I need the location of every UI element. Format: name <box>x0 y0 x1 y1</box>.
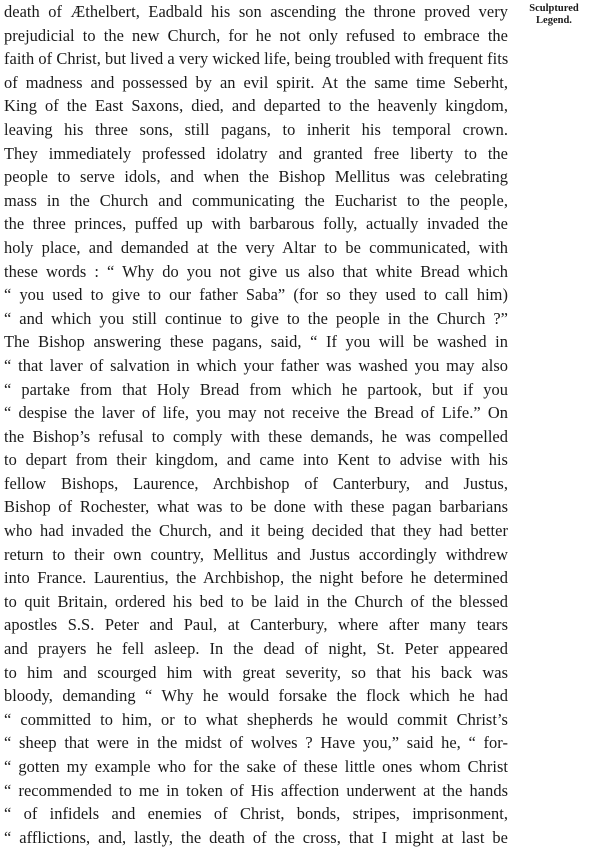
text-line: “ you used to give to our father Saba” (for so they used to call him) <box>4 285 508 305</box>
text-line: who had invaded the Church, and it being decided that they had better <box>4 521 508 541</box>
text-line: “ partake from that Holy Bread from which he partook, but if you <box>4 379 508 399</box>
text-line: “ gotten my example who for the sake of these little ones whom Christ <box>4 757 508 776</box>
margin-note-line: Sculptured <box>529 3 579 14</box>
text-line: fellow Bishops, Laurence, Archbishop of Canterbury, and Justus, <box>4 473 508 493</box>
text-line: prejudicial to the new Church, for he not only refused to embrace the <box>4 25 508 45</box>
text-line: to depart from their kingdom, and came into Kent to advise with his <box>4 450 508 470</box>
text-line: into France. Laurentius, the Archbishop, the night before he determined <box>4 568 508 588</box>
text-line: mass in the Church and communicating the Eucharist to the people, <box>4 190 508 210</box>
text-line: Bishop of Rochester, what was to be done with these pagan barbarians <box>4 497 508 517</box>
text-line: “ committed to him, or to what shepherds he would commit Christ’s <box>4 709 508 729</box>
body-text <box>4 0 508 849</box>
text-line: apostles S.S. Peter and Paul, at Canterbury, where after many tears <box>4 615 508 635</box>
text-line: return to their own country, Mellitus and Justus accordingly withdrew <box>4 544 508 564</box>
text-line: and prayers he fell asleep. In the dead of night, St. Peter appeared <box>4 639 508 659</box>
text-line: “ despise the laver of life, you may not receive the Bread of Life.” On <box>4 403 508 423</box>
text-line: faith of Christ, but lived a very wicked life, being troubled with frequent fits <box>4 49 509 69</box>
text-line: “ recommended to me in token of His affection underwent at the hands <box>4 780 508 800</box>
text-line: death of Æthelbert, Eadbald his son ascending the throne proved very <box>4 2 508 21</box>
text-line: “ that laver of salvation in which your father was washed you may also <box>4 355 508 375</box>
text-line: “ of infidels and enemies of Christ, bonds, stripes, imprisonment, <box>4 804 508 824</box>
text-line: bloody, demanding “ Why he would forsake the flock which he had <box>4 686 508 706</box>
margin-note-line: Legend. <box>536 15 572 26</box>
text-line: “ sheep that were in the midst of wolves ? Have you,” said he, “ for- <box>4 733 508 753</box>
text-line: They immediately professed idolatry and granted free liberty to the <box>4 143 508 163</box>
text-line: to him and scourged him with great severity, so that his back was <box>4 662 508 682</box>
text-line: “ afflictions, and, lastly, the death of the cross, that I might at last be <box>4 827 508 847</box>
text-line: to quit Britain, ordered his bed to be laid in the Church of the blessed <box>4 591 508 611</box>
margin-note <box>520 3 588 27</box>
text-line: these words : “ Why do you not give us also that white Bread which <box>4 261 508 281</box>
text-line: the Bishop’s refusal to comply with these demands, he was compelled <box>4 426 508 446</box>
text-line: the three princes, puffed up with barbarous folly, actually invaded the <box>4 214 508 234</box>
text-line: holy place, and demanded at the very Altar to be communicated, with <box>4 237 508 257</box>
text-line: King of the East Saxons, died, and departed to the heavenly kingdom, <box>4 96 508 116</box>
text-line: of madness and possessed by an evil spirit. At the same time Seberht, <box>4 72 508 92</box>
text-line: The Bishop answering these pagans, said, “ If you will be washed in <box>4 332 508 352</box>
text-line: people to serve idols, and when the Bishop Mellitus was celebrating <box>4 167 508 187</box>
text-line: “ and which you still continue to give to the people in the Church ?” <box>4 308 508 328</box>
text-line: leaving his three sons, still pagans, to inherit his temporal crown. <box>4 119 508 139</box>
